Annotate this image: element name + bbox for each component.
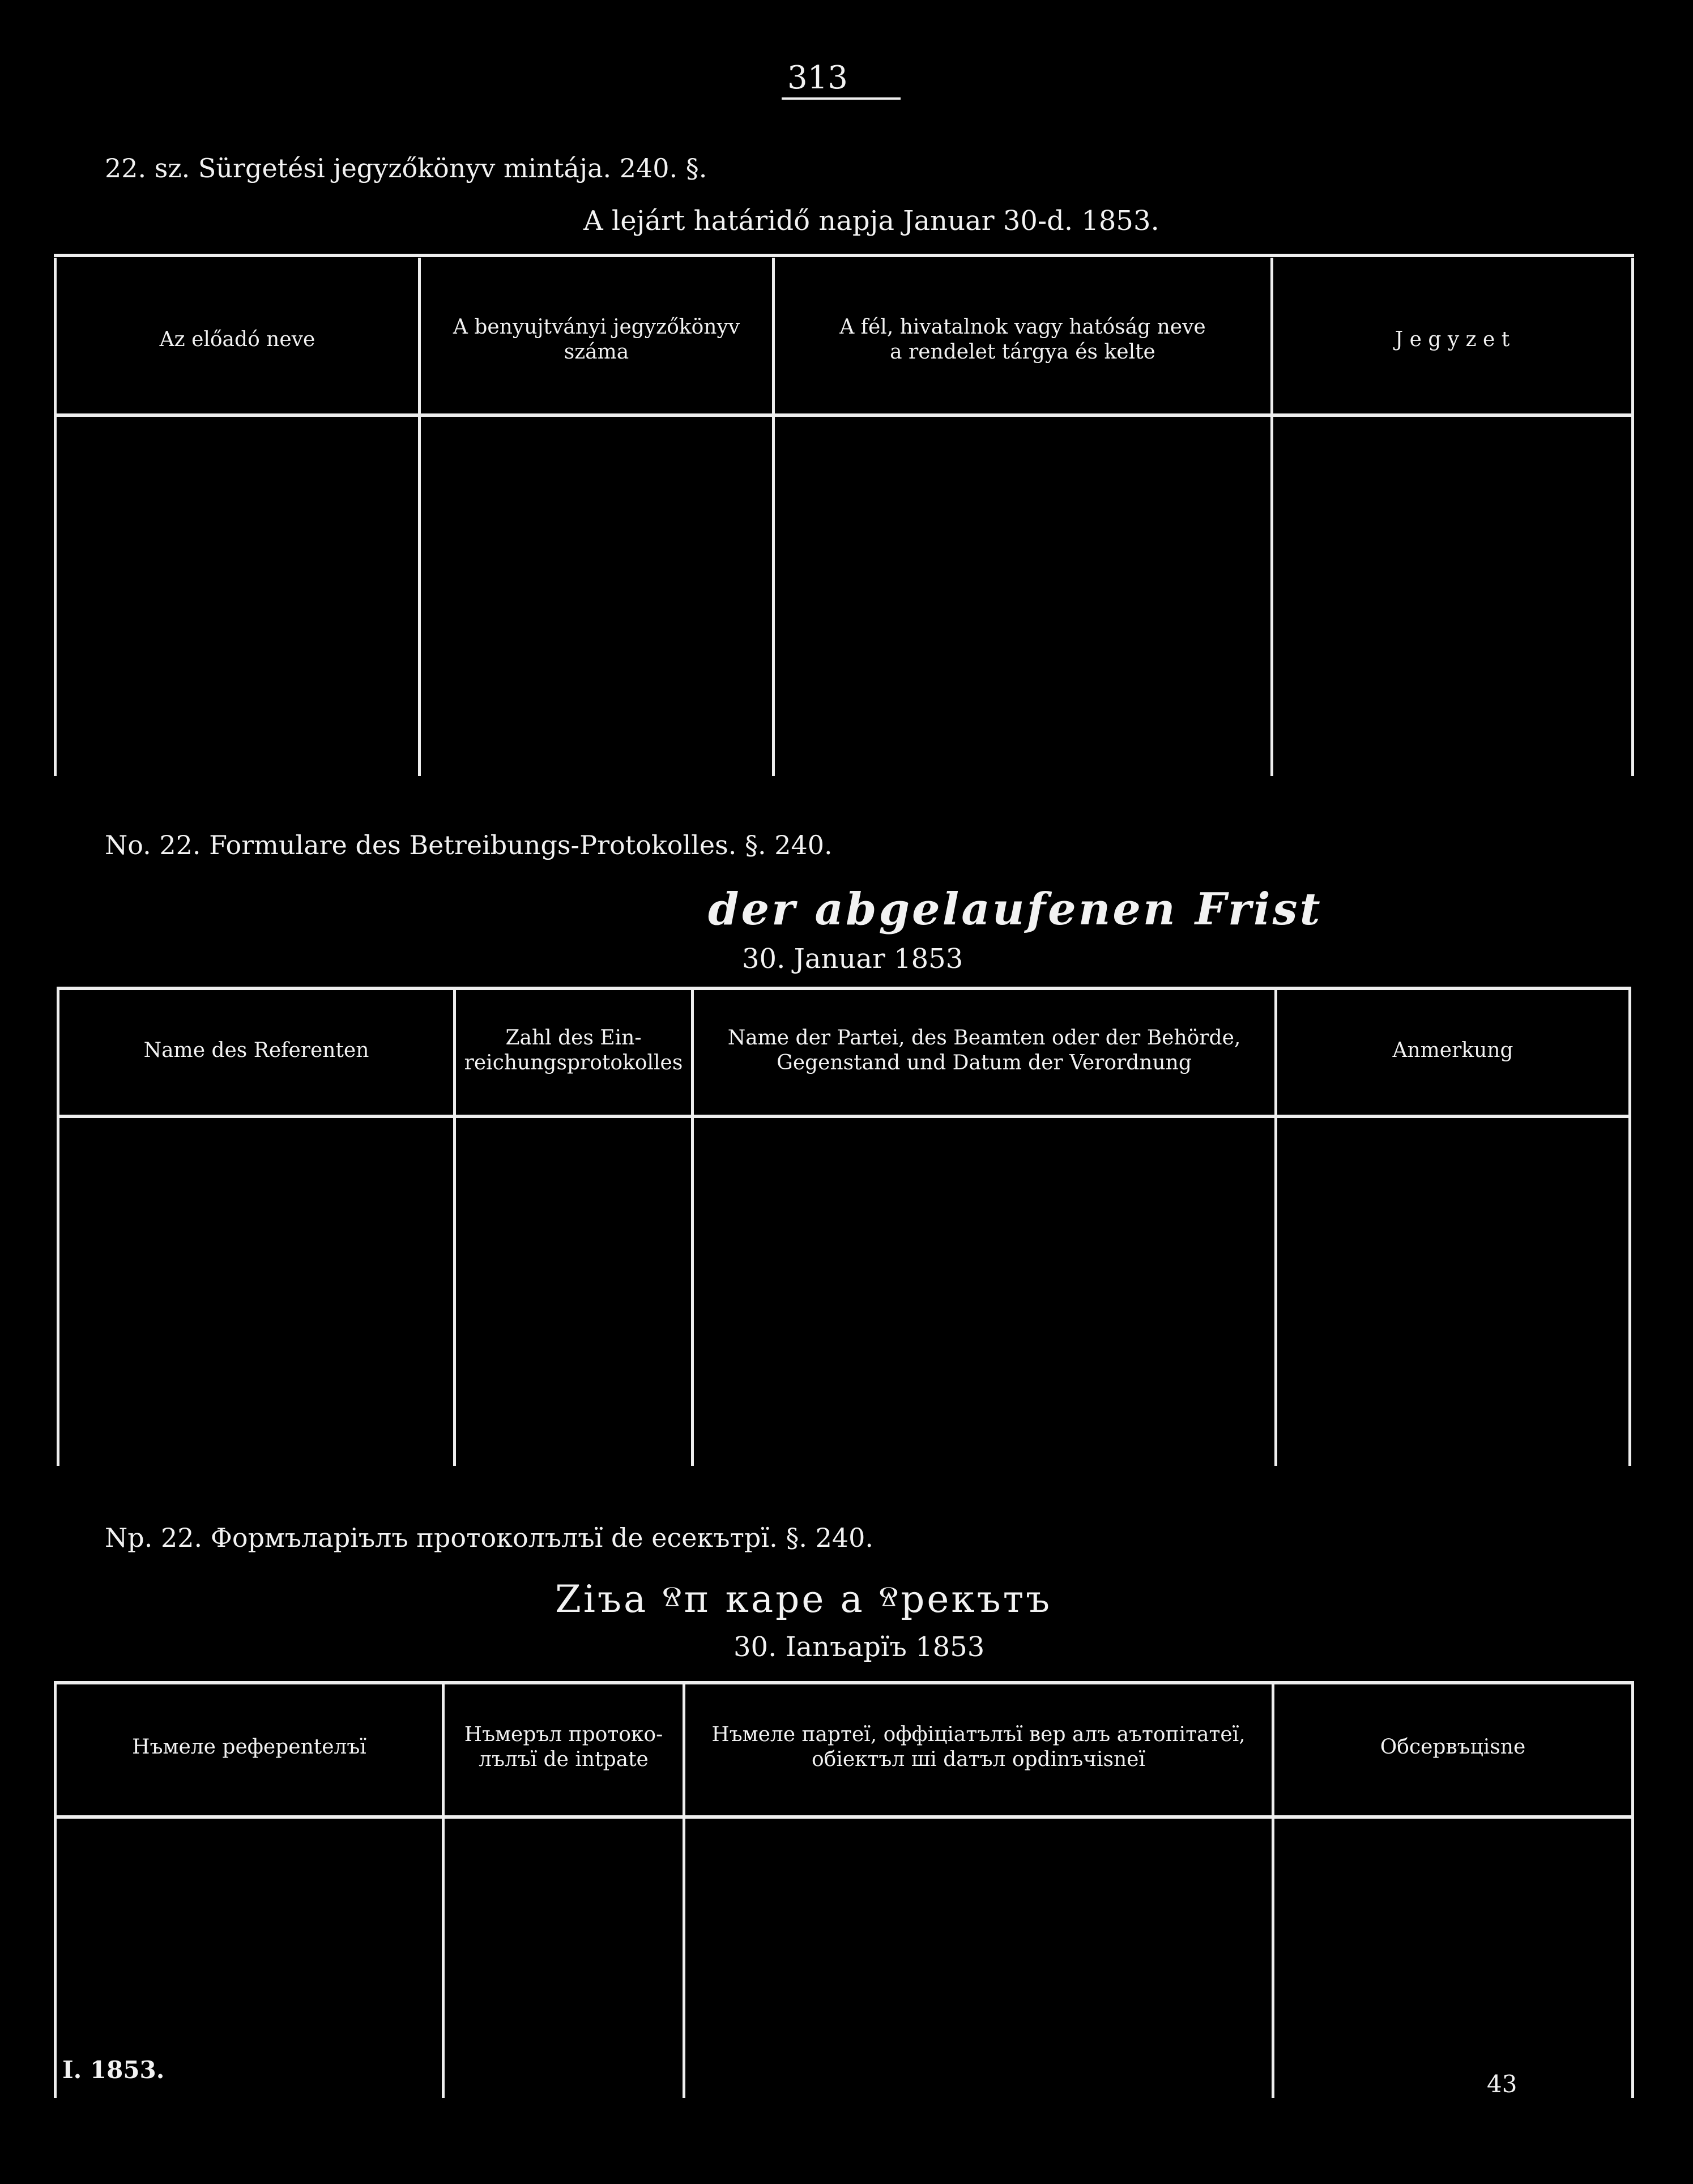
- section2-heading: No. 22. Formulare des Betreibungs-Protokolles. §. 240.: [105, 830, 833, 860]
- s2-col-note: Anmerkung: [1392, 1039, 1513, 1062]
- section2-date: 30. Januar 1853: [742, 943, 963, 975]
- s1-col-note: J e g y z e t: [1395, 328, 1510, 351]
- section3-heading: Np. 22. Формъларіълъ протоколълъї de есекътрї. §. 240.: [105, 1522, 873, 1553]
- s3-col-referent: Нъмеле рефереnteлъї: [132, 1735, 366, 1759]
- s1-col-referent: Az előadó neve: [159, 328, 315, 351]
- s2-col-referent: Name des Referenten: [143, 1039, 369, 1062]
- s3-col-note: Обсервъціsne: [1380, 1735, 1526, 1759]
- s3-col-party: Нъмеле партеї, оффіціатълъї вер алъ аътопітатеї, обіектъл ші dатъл орdinъчіsneї: [711, 1723, 1246, 1771]
- s2-col-number: Zahl des Ein- reichungsprotokolles: [464, 1026, 683, 1074]
- section3-title: Ziъa ⱄп каре а ⱄрекътъ: [555, 1577, 1052, 1621]
- footer-sheet-number: 43: [1487, 2070, 1517, 2098]
- s1-col-party: A fél, hivatalnok vagy hatóság neve a rendelet tárgya és kelte: [839, 315, 1206, 364]
- section1-subheading: A lejárt határidő napja Januar 30-d. 1853.: [583, 205, 1159, 237]
- s3-col-number: Нъмеръл протоко- лълъї de intpate: [464, 1723, 663, 1771]
- section1-heading: 22. sz. Sürgetési jegyzőkönyv mintája. 240. §.: [105, 153, 707, 184]
- page-number-rule: [782, 97, 901, 100]
- page-number: 313: [787, 59, 848, 96]
- section3-date: 30. Ianъapїъ 1853: [734, 1631, 985, 1663]
- footer-signature: I. 1853.: [62, 2056, 165, 2084]
- s1-col-number: A benyujtványi jegyzőkönyv száma: [453, 315, 740, 364]
- s2-col-party: Name der Partei, des Beamten oder der Behörde, Gegenstand und Datum der Verordnung: [727, 1026, 1241, 1074]
- section2-title: der abgelaufenen Frist: [708, 884, 1323, 935]
